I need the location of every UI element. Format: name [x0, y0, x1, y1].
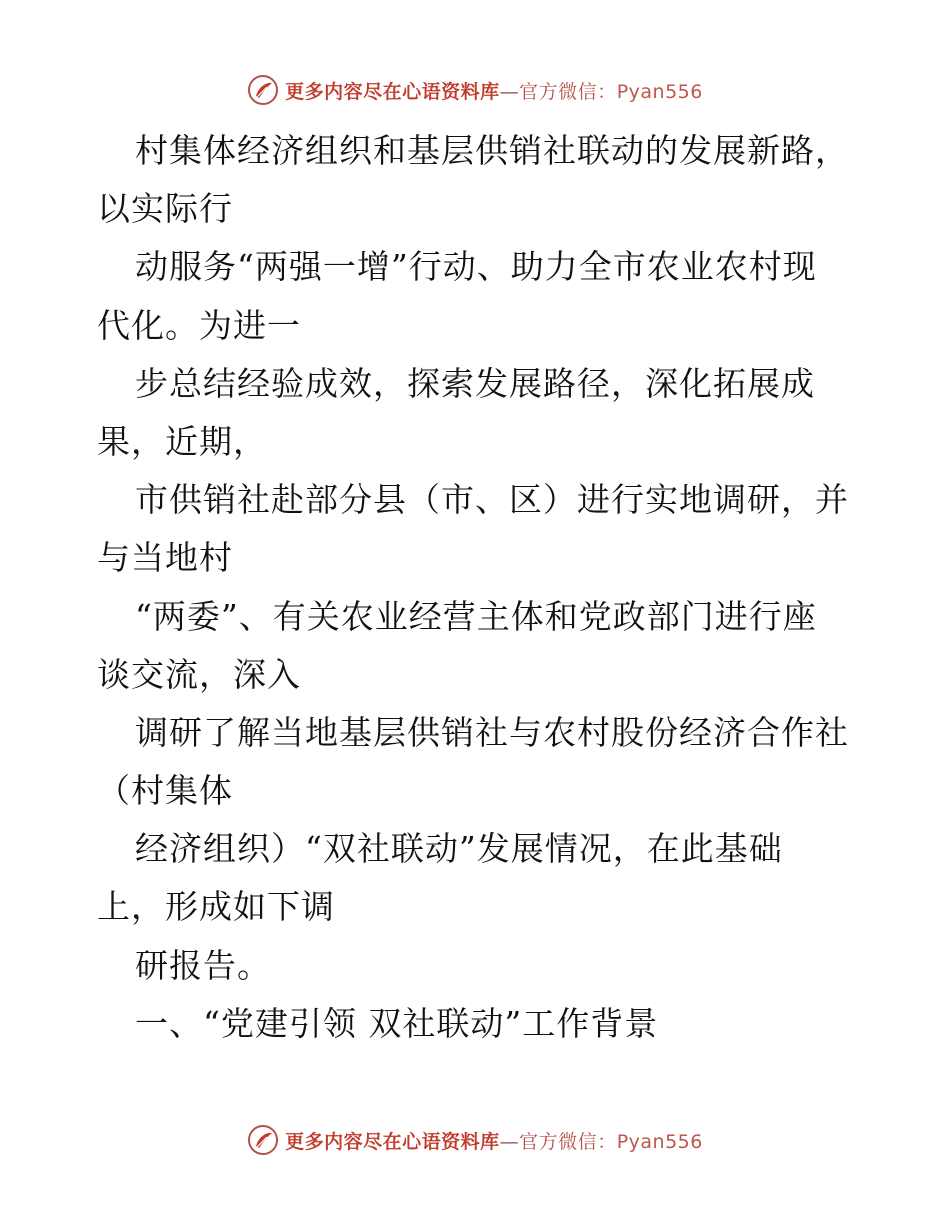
logo-icon	[247, 1124, 279, 1156]
text-line: （村集体	[97, 771, 233, 811]
text-line: 动服务“两强一增”行动、助力全市农业农村现	[135, 247, 817, 287]
watermark-separator: —	[499, 1130, 520, 1153]
watermark-text	[285, 77, 703, 104]
text-line: 与当地村	[97, 538, 233, 578]
section-heading: 一、“党建引领 双社联动”工作背景	[135, 1003, 659, 1043]
watermark-contact: 官方微信：	[519, 1130, 617, 1153]
watermark-brand: 更多内容尽在心语资料库	[285, 1130, 500, 1153]
text-line: 调研了解当地基层供销社与农村股份经济合作社	[135, 712, 849, 752]
text-line: 经济组织）“双社联动”发展情况，在此基础	[135, 829, 783, 869]
text-line: 市供销社赴部分县（市、区）进行实地调研，并	[135, 480, 849, 520]
watermark-contact: 官方微信：	[519, 80, 617, 103]
text-line: 上，形成如下调	[97, 887, 335, 927]
text-line: 步总结经验成效，探索发展路径，深化拓展成	[135, 363, 815, 403]
text-line: 以实际行	[97, 189, 233, 229]
text-line: “两委”、有关农业经营主体和党政部门进行座	[135, 596, 817, 636]
text-line: 研报告。	[135, 945, 271, 985]
document-body	[97, 122, 857, 1053]
text-line: 果，近期，	[97, 421, 267, 461]
watermark-separator: —	[499, 80, 520, 103]
watermark-id: Pyan556	[616, 1130, 703, 1153]
watermark-text	[285, 1127, 703, 1154]
watermark-brand: 更多内容尽在心语资料库	[285, 80, 500, 103]
watermark-id: Pyan556	[616, 80, 703, 103]
logo-icon	[247, 74, 279, 106]
watermark-header	[0, 70, 950, 110]
watermark-footer	[0, 1120, 950, 1160]
text-line: 谈交流，深入	[97, 654, 301, 694]
text-line: 代化。为进一	[97, 305, 301, 345]
text-line: 村集体经济组织和基层供销社联动的发展新路，	[135, 131, 849, 170]
